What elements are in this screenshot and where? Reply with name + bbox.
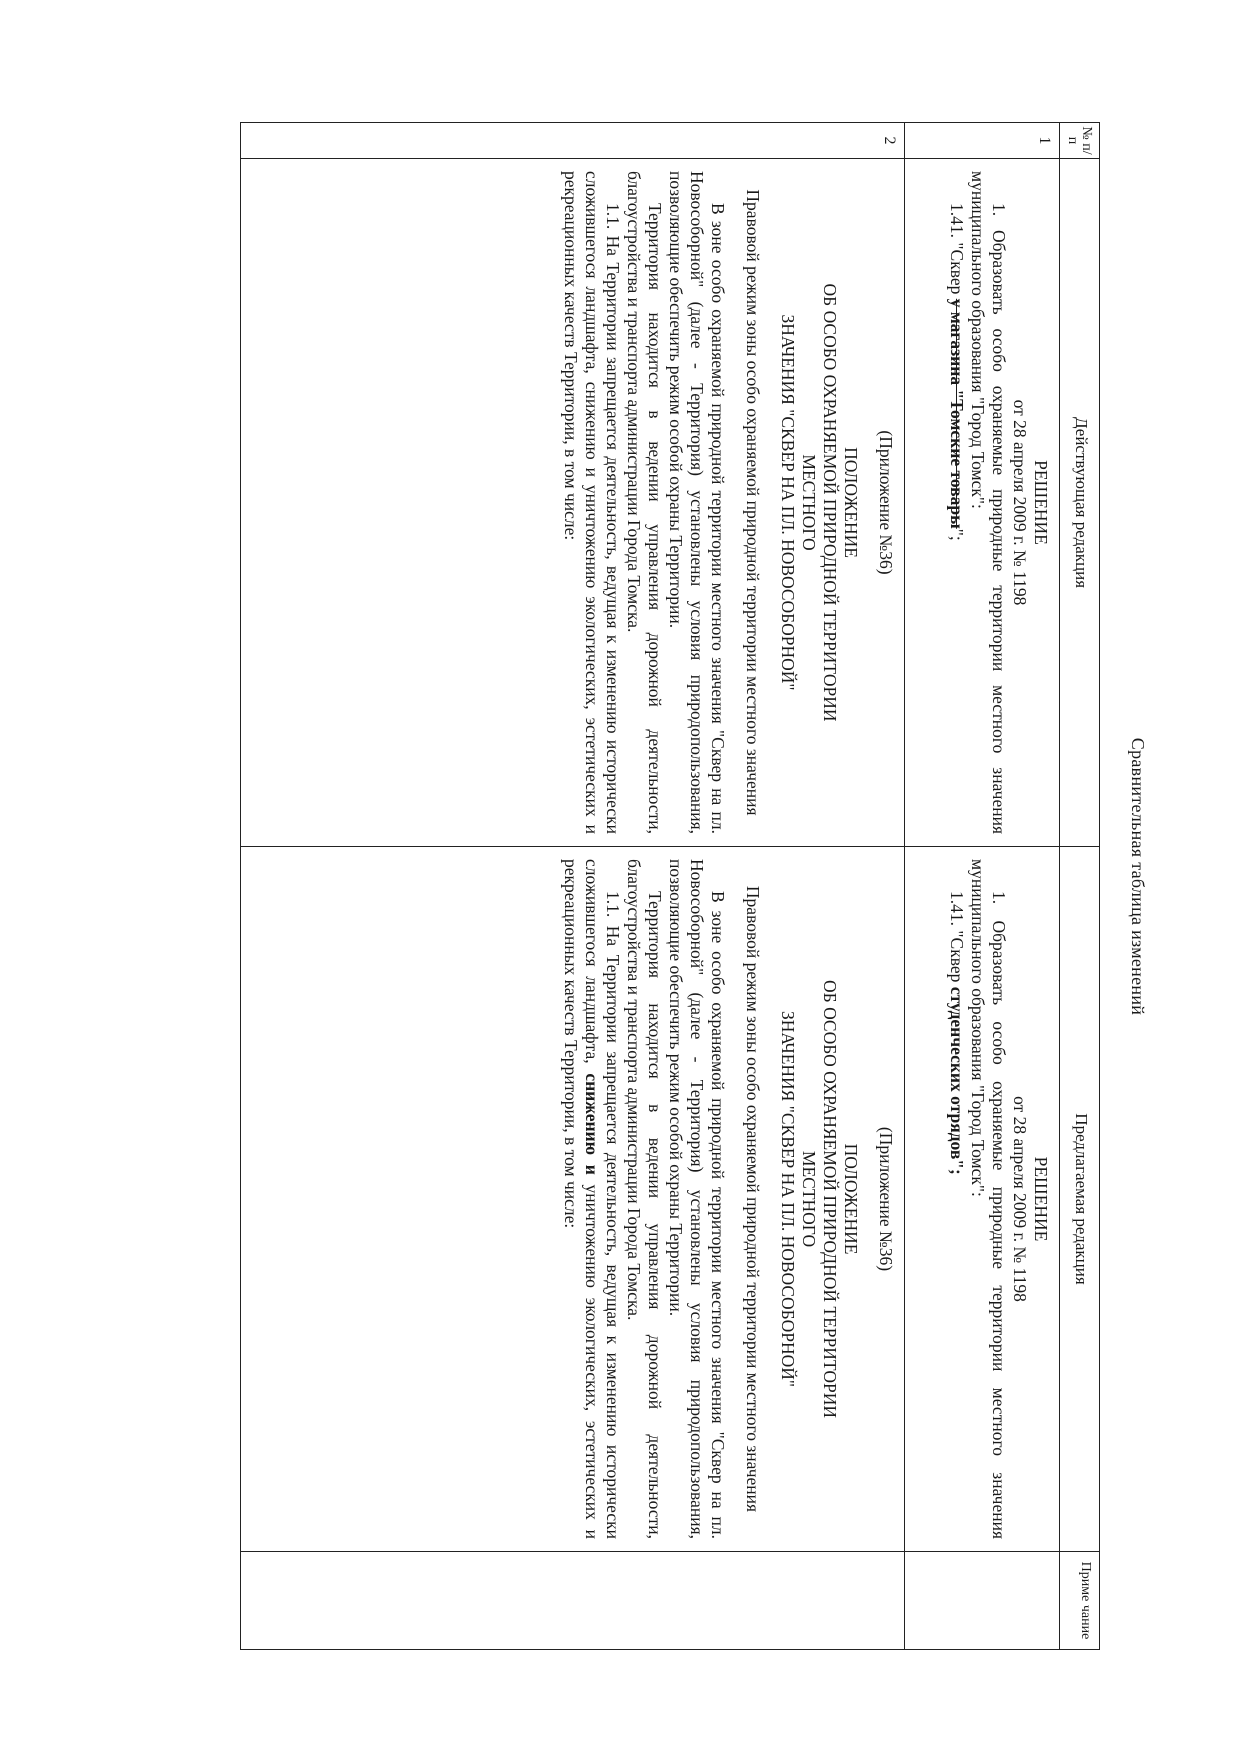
decision-date: от 28 апреля 2009 г. № 1198 bbox=[1010, 399, 1030, 606]
regulation-heading: ЗНАЧЕНИЯ "СКВЕР НА ПЛ. НОВОСОБОРНОЙ" bbox=[778, 314, 798, 691]
note-cell bbox=[905, 1552, 1060, 1650]
paragraph: В зоне особо охраняемой природной территории местного значения "Сквер на пл. Новособорной" (далее - Территория) установлены условия природопользования, позволяющие обеспечить режим особой охраны Территории. bbox=[666, 859, 728, 1539]
decision-heading: РЕШЕНИЕ bbox=[1031, 460, 1051, 545]
decision-date: от 28 апреля 2009 г. № 1198 bbox=[1010, 1096, 1030, 1302]
regulation-heading: ОБ ОСОБО ОХРАНЯЕМОЙ ПРИРОДНОЙ ТЕРРИТОРИИ bbox=[820, 980, 840, 1418]
header-proposed-edition: Предлагаемая редакция bbox=[1060, 847, 1100, 1552]
comparison-table bbox=[240, 122, 1100, 1649]
item-1-text: 1. Образовать особо охраняемые природные территории местного значения муниципального образования "Город Томск": bbox=[968, 171, 1009, 834]
item-1-41-suffix: "; bbox=[947, 1159, 967, 1175]
appendix-label: (Приложение №36) bbox=[876, 1126, 896, 1272]
inserted-text: студенческих отрядов bbox=[947, 986, 967, 1160]
proposed-cell bbox=[905, 847, 1060, 1552]
item-1-41-prefix: 1.41. "Сквер bbox=[947, 203, 967, 299]
current-cell bbox=[241, 159, 905, 847]
appendix-label: (Приложение №36) bbox=[876, 430, 896, 575]
regulation-heading: ПОЛОЖЕНИЕ bbox=[841, 1143, 861, 1255]
inserted-text: снижению и bbox=[582, 1073, 602, 1175]
paragraph: Территория находится в ведении управления дорожной деятельности, благоустройства и транспорта администрации Города Томска. bbox=[624, 171, 665, 834]
regulation-heading: ЗНАЧЕНИЯ "СКВЕР НА ПЛ. НОВОСОБОРНОЙ" bbox=[778, 1010, 798, 1388]
struck-text: у магазина "Томские товары bbox=[947, 298, 967, 529]
table-row bbox=[905, 123, 1060, 1650]
regulation-heading: МЕСТНОГО bbox=[799, 1150, 819, 1248]
row-number: 2 bbox=[241, 123, 905, 159]
regulation-heading: ОБ ОСОБО ОХРАНЯЕМОЙ ПРИРОДНОЙ ТЕРРИТОРИИ bbox=[820, 283, 840, 722]
table-header-row bbox=[1060, 123, 1100, 1650]
header-current-edition: Действующая редакция bbox=[1060, 159, 1100, 847]
regime-subheading: Правовой режим зоны особо охраняемой природной территории местного значения bbox=[743, 885, 763, 1513]
item-1-41-suffix: "; bbox=[947, 528, 967, 541]
decision-heading: РЕШЕНИЕ bbox=[1031, 1156, 1051, 1242]
header-note: Приме чание bbox=[1060, 1552, 1100, 1650]
paragraph bbox=[560, 859, 623, 1539]
paragraph: Территория находится в ведении управления дорожной деятельности, благоустройства и транспорта администрации Города Томска. bbox=[624, 859, 665, 1539]
note-cell bbox=[241, 1552, 905, 1650]
proposed-cell bbox=[241, 847, 905, 1552]
header-number: № п/ п bbox=[1060, 123, 1100, 159]
table-row bbox=[241, 123, 905, 1650]
paragraph-suffix: уничтожению экологических, эстетических и рекреационных качеств Территории, в том числе: bbox=[561, 859, 602, 1540]
regime-subheading: Правовой режим зоны особо охраняемой природной территории местного значения bbox=[743, 189, 763, 816]
item-1-41 bbox=[946, 859, 967, 1539]
regulation-heading: ПОЛОЖЕНИЕ bbox=[841, 447, 861, 558]
document-title: Сравнительная таблица изменений bbox=[1128, 737, 1148, 1016]
paragraph: 1.1. На Территории запрещается деятельность, ведущая к изменению исторически сложившегося ландшафта, снижению и уничтожению экологических, эстетических и рекреационных качеств Территории, в том числе: bbox=[561, 171, 623, 834]
item-1-41 bbox=[946, 171, 967, 834]
row-number: 1 bbox=[905, 123, 1060, 159]
item-1-text: 1. Образовать особо охраняемые природные территории местного значения муниципального образования "Город Томск": bbox=[968, 859, 1009, 1539]
paragraph-prefix: 1.1. На Территории запрещается деятельность, ведущая к изменению исторически сложившегося ландшафта, bbox=[582, 859, 623, 1539]
item-1-41-prefix: 1.41. "Сквер bbox=[947, 891, 967, 987]
regulation-heading: МЕСТНОГО bbox=[799, 454, 819, 551]
paragraph: В зоне особо охраняемой природной территории местного значения "Сквер на пл. Новособорной" (далее - Территория) установлены условия природопользования, позволяющие обеспечить режим особой охраны Территории. bbox=[666, 171, 728, 834]
current-cell bbox=[905, 159, 1060, 847]
